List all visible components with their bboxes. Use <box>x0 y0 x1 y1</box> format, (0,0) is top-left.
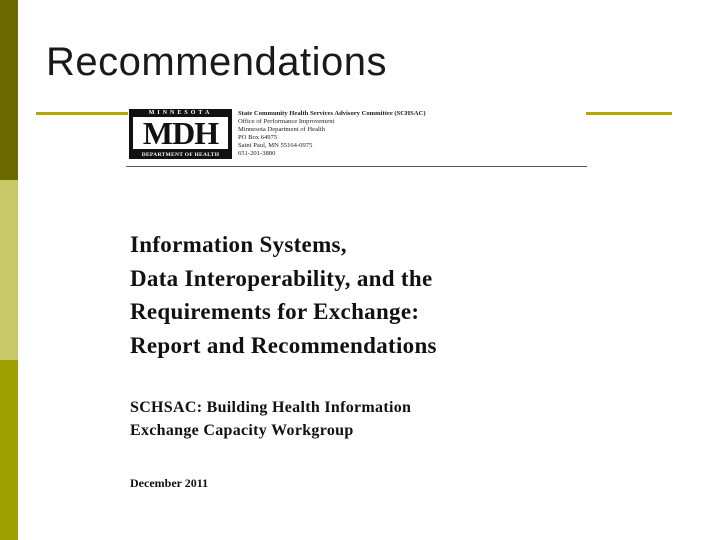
letterhead-line: PO Box 64975 <box>238 134 278 141</box>
report-title-line: Data Interoperability, and the <box>130 265 433 291</box>
report-subtitle-line: SCHSAC: Building Health Information <box>130 399 412 416</box>
letterhead-line: 651-201-3880 <box>238 150 276 157</box>
letterhead-line: Minnesota Department of Health <box>238 126 325 133</box>
report-cover-image <box>126 106 588 526</box>
slide-title: Recommendations <box>46 40 387 84</box>
report-title-line: Information Systems, <box>130 232 347 257</box>
title-rule-right <box>586 112 672 115</box>
report-subtitle-line: Exchange Capacity Workgroup <box>130 422 354 439</box>
logo-main-text: MDH <box>133 117 228 149</box>
report-title <box>130 228 437 362</box>
letterhead <box>238 110 426 158</box>
letterhead-line: State Community Health Services Advisory Committee (SCHSAC) <box>238 110 426 117</box>
report-title-line: Report and Recommendations <box>130 332 437 358</box>
side-bar-dark <box>0 0 18 180</box>
logo-top-text: MINNESOTA <box>148 110 213 116</box>
letterhead-line: Office of Performance Improvement <box>238 118 335 125</box>
letterhead-line: Saint Paul, MN 55164-0975 <box>238 142 313 149</box>
report-title-line: Requirements for Exchange: <box>130 299 420 324</box>
report-date: December 2011 <box>130 476 209 490</box>
mdh-logo <box>129 109 232 159</box>
report-subtitle <box>130 396 411 442</box>
logo-bottom-text: DEPARTMENT OF HEALTH <box>141 152 220 158</box>
side-bar-light <box>0 180 18 360</box>
side-bar-mid <box>0 360 18 540</box>
letterhead-divider <box>126 166 587 167</box>
title-rule-left <box>36 112 128 115</box>
